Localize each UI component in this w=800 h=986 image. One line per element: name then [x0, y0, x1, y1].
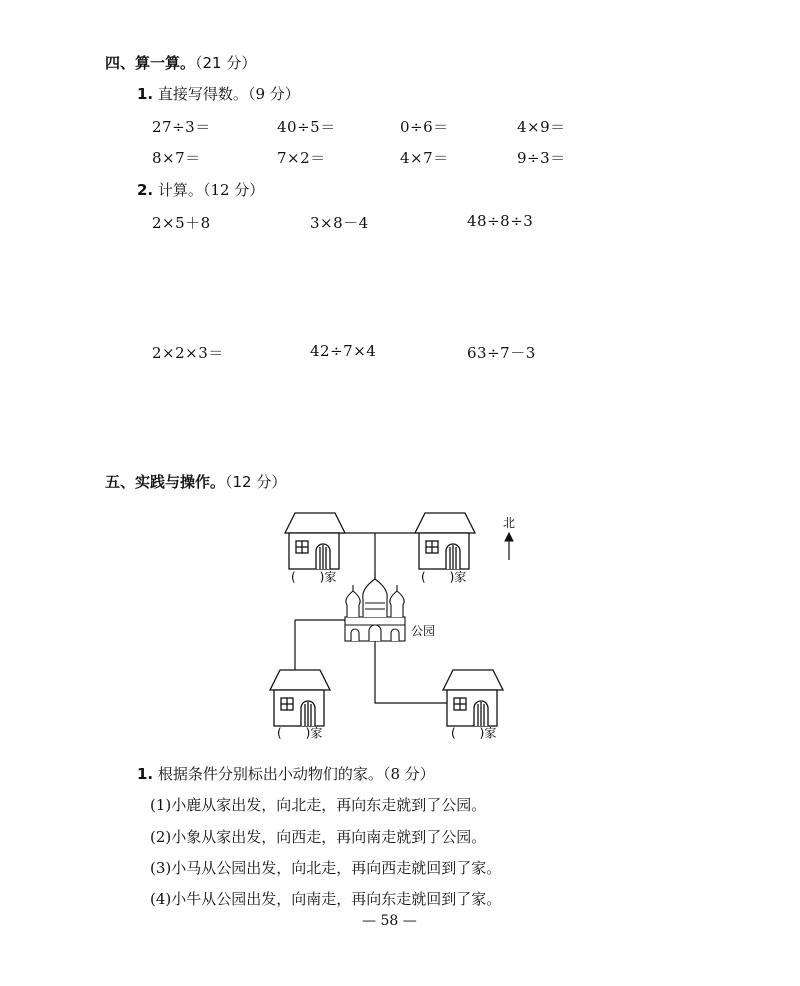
q4-2-number: 2. — [137, 181, 154, 199]
equation: 40÷5＝ — [277, 118, 336, 136]
q4-2-text: 计算。 — [157, 181, 203, 199]
equation: 7×2＝ — [277, 149, 326, 167]
page-number: — 58 — — [362, 913, 417, 929]
expression: 3×8－4 — [310, 214, 369, 232]
q4-1-points: （9 分） — [247, 85, 300, 103]
park-castle-icon — [345, 571, 405, 641]
home-label-top-right: ( )家 — [421, 570, 467, 584]
road-south — [375, 640, 447, 703]
equation: 9÷3＝ — [517, 149, 566, 167]
direction-map-diagram — [265, 505, 525, 745]
house-icon — [443, 670, 503, 726]
q5-1-number: 1. — [137, 765, 154, 783]
house-icon — [415, 513, 475, 569]
section-5-points: （12 分） — [225, 473, 287, 491]
equation: 0÷6＝ — [400, 118, 449, 136]
equation: 4×7＝ — [400, 149, 449, 167]
q5-1-text: 根据条件分别标出小动物们的家。 — [157, 765, 383, 783]
expression: 2×5＋8 — [152, 214, 211, 232]
q4-2-heading — [137, 179, 264, 200]
condition-item: (2)小象从家出发，向西走，再向南走就到了公园。 — [150, 828, 487, 846]
section-4-heading — [105, 52, 256, 73]
section-4-title: 四、算一算。 — [105, 54, 196, 72]
house-icon — [270, 670, 330, 726]
home-label-bottom-left: ( )家 — [277, 726, 323, 740]
section-5-heading — [105, 471, 286, 492]
expression: 63÷7－3 — [467, 344, 536, 362]
house-icon — [285, 513, 345, 569]
q4-1-text: 直接写得数。 — [157, 85, 248, 103]
expression: 2×2×3＝ — [152, 344, 224, 362]
park-label: 公园 — [411, 624, 436, 638]
q5-1-points: （8 分） — [382, 765, 435, 783]
equation: 4×9＝ — [517, 118, 566, 136]
condition-item: (4)小牛从公园出发，向南走，再向东走就回到了家。 — [150, 890, 502, 908]
q4-1-number: 1. — [137, 85, 154, 103]
north-arrow-icon — [505, 533, 513, 560]
section-5-title: 五、实践与操作。 — [105, 473, 226, 491]
q4-2-points: （12 分） — [202, 181, 265, 199]
condition-item: (3)小马从公园出发，向北走，再向西走就回到了家。 — [150, 859, 502, 877]
home-label-top-left: ( )家 — [291, 570, 337, 584]
north-label: 北 — [503, 516, 516, 530]
condition-item: (1)小鹿从家出发，向北走，再向东走就到了公园。 — [150, 796, 487, 814]
home-label-bottom-right: ( )家 — [451, 726, 497, 740]
expression: 48÷8÷3 — [467, 212, 534, 230]
equation: 8×7＝ — [152, 149, 201, 167]
section-4-points: （21 分） — [195, 54, 257, 72]
equation: 27÷3＝ — [152, 118, 211, 136]
expression: 42÷7×4 — [310, 342, 377, 360]
q4-1-heading — [137, 83, 300, 104]
q5-1-heading — [137, 763, 435, 784]
